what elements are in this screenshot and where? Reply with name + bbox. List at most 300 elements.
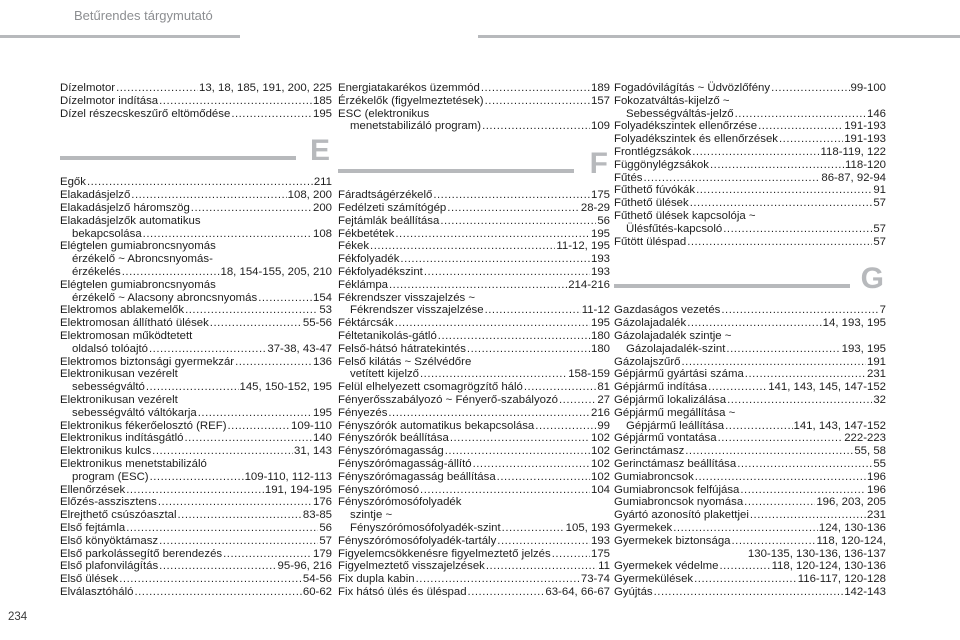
index-term: Fékrendszer visszajelzése [350,304,484,317]
dot-leader [146,381,239,394]
index-entry-continued: Gépjármű megállítása ~ [614,406,736,419]
index-entry [60,586,332,599]
dot-leader [149,343,266,356]
page-ref: 191-193 [844,133,886,146]
index-block [60,82,332,120]
index-entry [614,304,886,317]
index-entry [338,279,610,292]
index-term: Energiatakarékos üzemmód [338,82,480,94]
page-ref: 102 [590,445,610,458]
page-ref: 176 [312,496,332,509]
index-block [614,304,886,598]
index-entry [60,202,332,215]
index-entry [338,343,610,356]
dot-leader [178,509,302,522]
index-column-3 [614,82,886,599]
dot-leader [719,560,770,573]
index-term: Első plafonvilágítás [60,560,159,573]
index-term: Elektronikus fékerőelosztó (REF) [60,419,227,432]
index-term: Fényszórómagasság [338,445,444,458]
index-entry [338,189,610,202]
dot-leader [152,445,293,458]
index-term: Felső-hátsó hátratekintés [338,342,466,355]
index-entry-continued: Fékrendszer visszajelzés ~ [338,291,476,304]
index-term: Féktárcsák [338,317,394,330]
dot-leader [524,381,596,394]
index-entry [60,343,332,356]
index-entry-continued: érzékelő ~ Abroncsnyomás- [72,253,213,266]
index-term: Féklámpa [338,278,389,291]
dot-leader [184,432,312,445]
page-ref: 231 [866,368,886,381]
dot-leader [644,172,821,185]
page-ref: 60-62 [302,585,332,598]
index-term: Gerinctámasz beállítása [614,457,737,470]
dot-leader [690,197,873,210]
index-term: Fényszórók automatikus bekapcsolása [338,419,535,432]
index-entry [338,432,610,445]
dot-leader [185,304,318,317]
index-term: Fényszórómagasság beállítása [338,470,496,483]
page-ref: 11-12, 195 [556,240,610,253]
letter-divider [338,169,574,173]
dot-leader [159,535,318,548]
page-ref: 55, 58 [854,445,886,458]
index-term: Első fejtámla [60,521,126,534]
index-entry [338,330,610,343]
index-entry [60,560,332,573]
index-entry [614,586,886,599]
page-ref: 83-85 [302,509,332,522]
index-term: Folyadékszintek ellenőrzése [614,120,758,133]
dot-leader [473,458,590,471]
page-ref: 32 [873,393,886,406]
index-term: Dízel részecskeszűrő eltömődése [60,107,231,120]
page-ref: 196 [866,470,886,483]
index-term: Folyadékszintek és ellenőrzések [614,133,778,146]
index-term: Fékek [338,240,370,253]
dot-leader [710,159,844,172]
letter-divider [614,284,850,288]
index-entry [614,458,886,471]
dot-leader [745,368,866,381]
dot-leader [718,432,844,445]
index-block [60,176,332,598]
header-bar-left [0,35,240,38]
index-term: Felül elhelyezett csomagrögzítő háló [338,381,523,394]
page-ref: 222-223 [844,432,886,445]
dot-leader [198,407,312,420]
index-term: Fűtött üléspad [614,235,687,248]
index-entry-continued: Fényszórómosófolyadék [338,496,462,509]
dot-leader [779,133,843,146]
page-ref: 109-110 [291,419,332,432]
index-entry-continued: Gázolajadalék szintje ~ [614,329,732,342]
page-ref: 28-29 [580,201,610,214]
dot-leader [126,484,264,497]
dot-leader [395,317,590,330]
index-term: sebességváltó váltókarja [72,406,197,419]
index-entry [338,95,610,108]
index-term: Gépjármű gyártási száma [614,368,744,381]
page-ref: 53 [319,304,332,317]
index-entry [614,368,886,381]
index-entry [60,176,332,189]
index-term: Sebességváltás-jelző [626,107,734,120]
index-term: Fényszórómosófolyadék-szint [350,521,501,534]
index-entry [614,535,886,548]
index-entry [338,471,610,484]
index-entry-continued: ESC (elektronikus [338,107,430,120]
index-entry [338,253,610,266]
page-ref: 63-64, 66-67 [545,585,610,598]
dot-leader [687,317,821,330]
index-entry [60,95,332,108]
page-ref: 108, 200 [287,189,332,202]
dot-leader [468,586,545,599]
dot-leader [258,292,312,305]
index-block [614,82,886,248]
index-entry [614,484,886,497]
page-ref: 99-100 [850,82,886,94]
page-ref: 185 [312,94,332,107]
index-term: Figyelmeztető visszajelzések [338,560,485,573]
index-entry [614,573,886,586]
page-ref: 18, 154-155, 205, 210 [220,265,332,278]
dot-leader [191,202,312,215]
index-entry [60,432,332,445]
index-term: Gyújtás [614,585,653,598]
index-entry [614,172,886,185]
index-term: Frontlégzsákok [614,145,692,158]
index-entry [614,394,886,407]
dot-leader [502,522,565,535]
index-entry [338,522,610,535]
index-term: Elrejthető csúszóasztal [60,509,177,522]
page-ref: 109 [590,120,610,133]
dot-leader [732,535,816,548]
dot-leader [420,484,590,497]
page-ref: 116-117, 120-128 [797,573,886,586]
page-ref: 91 [873,184,886,197]
page-ref: 141, 143, 145, 147-152 [768,381,886,394]
index-term: Figyelemcsökkenésre figyelmeztető jelzés [338,547,551,560]
letter-heading-e [60,134,332,172]
page-title: Betűrendes tárgymutató [74,8,213,23]
dot-leader [685,445,853,458]
index-entry [60,420,332,433]
dot-leader [725,420,792,433]
index-entry [60,292,332,305]
dot-leader [131,189,286,202]
index-entry [60,266,332,279]
dot-leader [150,471,244,484]
index-entry [614,356,886,369]
index-term: sebességváltó [72,381,145,394]
page-ref: 200 [312,201,332,214]
index-entry-continued: Elégtelen gumiabroncsnyomás [60,240,216,253]
page-ref: 95-96, 216 [277,560,332,573]
index-term: Fényszórók beállítása [338,432,449,445]
page-ref: 13, 18, 185, 191, 200, 225 [198,82,332,94]
dot-leader [771,82,849,95]
index-entry [614,197,886,210]
page-ref: 214-216 [568,278,610,291]
index-term: Gázolajadalék [614,317,687,330]
index-entry [60,548,332,561]
index-term: Elektronikus indításgátló [60,432,184,445]
index-term: Gépjármű vontatása [614,432,717,445]
page-ref: 193 [590,534,610,547]
index-entry [614,509,886,522]
index-term: Elektromos ablakemelők [60,304,185,317]
letter-label: G [860,262,884,296]
index-entry [60,509,332,522]
letter-heading-g [614,262,886,300]
index-entry-continued: Elektromosan működtetett [60,329,193,342]
index-entry-continued: Fűthető ülések kapcsolója ~ [614,209,756,222]
index-term: Gazdaságos vezetés [614,304,721,317]
dot-leader [231,108,312,121]
index-entry [60,304,332,317]
page-ref: 146 [866,107,886,120]
dot-leader [486,560,597,573]
dot-leader [559,394,596,407]
dot-leader [447,202,580,215]
index-entry [338,228,610,241]
index-term: Fényezés [338,406,388,419]
index-term: Elektronikus kulcs [60,445,152,458]
dot-leader [694,573,797,586]
index-term: Fűtés [614,171,643,184]
dot-leader [388,407,590,420]
index-entry [60,484,332,497]
dot-leader [210,317,302,330]
index-entry [338,82,610,95]
dot-leader [143,228,312,241]
dot-leader [740,484,866,497]
index-entry [60,189,332,202]
index-term: Ellenőrzések [60,483,126,496]
dot-leader [438,330,590,343]
index-entry [60,471,332,484]
index-term: Gumiabroncsok felfújása [614,483,740,496]
index-entry-continued: Felső kilátás ~ Szélvédőre [338,355,472,368]
page-ref: 57 [873,235,886,248]
letter-divider [60,156,296,160]
dot-leader [727,394,872,407]
page-ref: 57 [873,197,886,210]
page-ref: 31, 143 [293,445,332,458]
index-term: Függönylégzsákok [614,158,709,171]
index-entry [614,82,886,95]
dot-leader [497,535,590,548]
dot-leader [400,253,590,266]
dot-leader [735,108,866,121]
page-ref: 73-74 [580,573,610,586]
index-entry [614,560,886,573]
page-ref: 142-143 [844,585,886,598]
index-entry [614,236,886,249]
page-ref: 140 [312,432,332,445]
dot-leader [119,573,302,586]
dot-leader [445,445,590,458]
page-ref: 56 [597,214,610,227]
dot-leader [485,95,590,108]
page-ref: 105, 193 [565,521,610,534]
dot-leader [159,560,276,573]
index-term: Féltetanikolás-gátló [338,329,437,342]
index-entry [614,133,886,146]
index-entry [614,120,886,133]
dot-leader [696,184,872,197]
page-ref: 179 [312,547,332,560]
dot-leader [223,548,312,561]
header-bar-right [478,35,960,38]
page-ref: 102 [590,470,610,483]
page-ref: 191, 194-195 [264,483,332,496]
index-term: program (ESC) [72,470,149,483]
page-ref: 175 [590,547,610,560]
index-term: érzékelés [72,265,121,278]
page-ref: 191-193 [844,120,886,133]
dot-leader [433,189,590,202]
index-term: Fejtámlák beállítása [338,214,440,227]
index-entry [338,484,610,497]
index-entry [60,108,332,121]
index-term: Gépjármű lokalizálása [614,393,727,406]
index-column-2 [338,82,610,599]
index-entry [614,381,886,394]
page-ref: 136 [312,355,332,368]
index-entry-continued: Elektronikus menetstabilizáló [60,457,207,470]
page-ref: 109-110, 112-113 [244,470,332,483]
index-term: bekapcsolása [72,227,142,240]
index-term: Elektromos biztonsági gyermekzár [60,355,235,368]
index-entry [338,420,610,433]
index-term: érzékelő ~ Alacsony abroncsnyomás [72,291,258,304]
page-ref: 191 [866,355,886,368]
index-entry [338,120,610,133]
dot-leader [681,356,866,369]
dot-leader [695,471,866,484]
letter-label: F [589,147,608,181]
index-term: Gázolajszűrő [614,355,681,368]
index-term: Fényszórómagasság-állító [338,457,472,470]
page-ref: 57 [873,222,886,235]
page-ref: 56 [319,521,332,534]
index-term: Előzés-asszisztens [60,496,157,509]
page-ref: 27 [597,393,610,406]
page-ref: 118, 120-124, 130-136 [771,560,886,573]
page-ref: 55 [873,457,886,470]
index-entry-continued: 130-135, 130-136, 136-137 [747,547,886,560]
index-term: Elakadásjelző [60,189,131,202]
index-entry [614,184,886,197]
dot-leader [158,496,312,509]
page-ref: 108 [312,227,332,240]
page-ref: 196, 203, 205 [816,496,886,509]
dot-leader [654,586,844,599]
page-ref: 104 [590,483,610,496]
index-entry-continued: Elektronikusan vezérelt [60,393,178,406]
dot-leader [692,146,819,159]
dot-leader [126,522,318,535]
index-entry [60,573,332,586]
page-ref: 193 [590,253,610,266]
index-term: Első parkolássegítő berendezés [60,547,223,560]
index-entry [338,535,610,548]
dot-leader [552,548,590,561]
page-ref: 216 [590,406,610,419]
dot-leader [228,420,291,433]
index-entry [614,420,886,433]
page-ref: 55-56 [302,317,332,330]
index-entry [338,215,610,228]
page-ref: 118-120 [845,158,886,171]
dot-leader [87,176,313,189]
page-ref: 180 [590,342,610,355]
page-ref: 195 [312,406,332,419]
index-entry-continued: Elégtelen gumiabroncsnyomás [60,278,216,291]
page-ref: 99 [597,419,610,432]
page-ref: 195 [590,227,610,240]
index-term: Gépjármű indítása [614,381,708,394]
index-entry [60,356,332,369]
index-entry [338,445,610,458]
index-entry-continued: Elektronikusan vezérelt [60,368,178,381]
index-term: Gyermekek védelme [614,560,719,573]
page-ref: 154 [312,291,332,304]
index-term: Fékfolyadék [338,253,400,266]
page-ref: 11 [598,560,610,573]
index-term: Első könyöktámasz [60,534,159,547]
index-term: Dízelmotor indítása [60,94,159,107]
index-entry [338,368,610,381]
dot-leader [708,381,767,394]
index-term: Érzékelők (figyelmeztetések) [338,94,484,107]
index-term: oldalsó tolóajtó [72,342,148,355]
index-entry-continued: Fokozatváltás-kijelző ~ [614,94,730,107]
index-term: Gumiabroncsok nyomása [614,496,744,509]
dot-leader [737,458,872,471]
letter-heading-f [338,147,610,185]
page-ref: 211 [313,176,332,189]
index-entry [338,458,610,471]
index-entry [60,317,332,330]
page-ref: 145, 150-152, 195 [239,381,332,394]
index-entry [60,522,332,535]
dot-leader [395,228,590,241]
index-term: Gyermekülések [614,573,694,586]
index-entry [338,381,610,394]
dot-leader [535,420,596,433]
index-entry [338,560,610,573]
letter-label: E [309,134,330,168]
index-term: Fékfolyadékszint [338,265,423,278]
index-entry-continued: szintje ~ [350,509,393,522]
dot-leader [673,522,818,535]
index-term: Egők [60,176,86,189]
index-entry [338,240,610,253]
page-ref: 57 [319,534,332,547]
dot-leader [744,496,815,509]
dot-leader [481,82,590,95]
index-entry [614,432,886,445]
index-term: Fix dupla kabin [338,573,415,586]
page-ref: 158-159 [568,368,610,381]
page-ref: 118-119, 122 [820,145,886,158]
